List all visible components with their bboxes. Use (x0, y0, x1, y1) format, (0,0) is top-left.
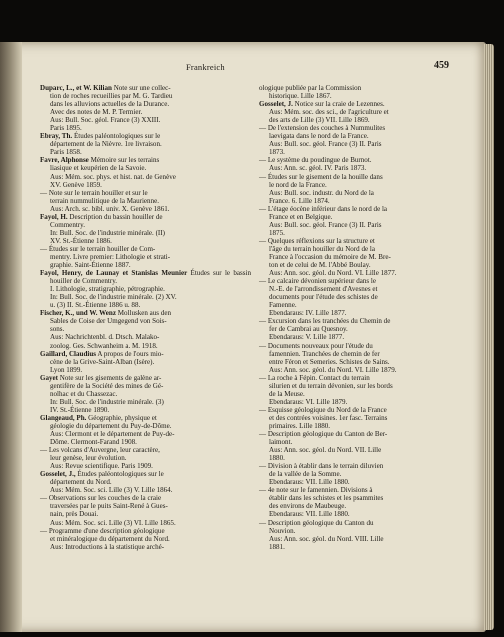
bibliography-entry (259, 486, 470, 518)
bibliography-entry (259, 237, 470, 277)
bibliography-entry (259, 374, 470, 406)
bibliography-entry (40, 374, 251, 414)
bibliography-entry (40, 245, 251, 269)
entry-line: et des contrées voisines. 1er fasc. Terrains (269, 413, 388, 422)
entry-line: Nouvion. (269, 526, 296, 535)
entry-line: terrain nummulitique de la Maurienne. (50, 196, 159, 205)
left-column (40, 84, 251, 551)
entry-line: 1881. (269, 542, 285, 551)
bibliography-entry (40, 269, 251, 309)
entry-line: Paris 1895. (50, 124, 82, 133)
entry-line: cène de la Grive-Saint-Alban (Isère). (50, 357, 155, 366)
entry-line: A propos de l'ours mio- (97, 349, 164, 358)
author-name: Glangeaud, Ph. (40, 413, 87, 422)
entry-line: Aus: Ann. sc. géol. IV. Paris 1873. (269, 164, 367, 173)
repeat-author-dash: — (259, 430, 267, 439)
bibliography-entry (40, 414, 251, 446)
entry-line: u. (3) II. St.-Étienne 1886 u. 88. (50, 301, 141, 310)
repeat-author-dash: — (40, 188, 48, 197)
entry-line: de la vallée de la Somme. (269, 470, 342, 479)
repeat-author-dash: — (40, 494, 48, 503)
entry-line: Aus: Revue scientifique. Paris 1909. (50, 462, 153, 471)
repeat-author-dash: — (259, 277, 267, 286)
entry-line: établir dans les schistes et les psammites (269, 494, 384, 503)
bibliography-entry (259, 156, 470, 172)
entry-line: Aus: Mém. soc. phys. et hist. nat. de Genève (50, 172, 176, 181)
author-name: Gosselet, J. (259, 100, 293, 109)
entry-line: Description géologique du Canton du (267, 518, 374, 527)
entry-line: documents pour l'étude des schistes de (269, 293, 378, 302)
entry-line: graphie. Saint-Étienne 1887. (50, 261, 131, 270)
entry-line: et minéralogique du département du Nord. (50, 534, 170, 543)
entry-line: silurien et du terrain dévonien, sur les bords (269, 381, 393, 390)
repeat-author-dash: — (259, 518, 267, 527)
entry-line: l'âge du terrain houiller du Nord de la (269, 244, 375, 253)
author-name: Fischer, K., und W. Wenz (40, 309, 116, 318)
repeat-author-dash: — (259, 317, 267, 326)
entry-line: leur genèse, leur évolution. (50, 454, 127, 463)
entry-line: 4e note sur le famennien. Divisions à (267, 486, 373, 495)
entry-line: Excursion dans les tranchées du Chemin de (267, 317, 391, 326)
bibliography-entry (40, 527, 251, 551)
entry-line: Les volcans d'Auvergne, leur caractère, (48, 446, 160, 455)
entry-line: Lyon 1899. (50, 365, 83, 374)
bibliography-entry (259, 462, 470, 486)
bibliography-entry (259, 519, 470, 551)
entry-line: I. Lithologie, stratigraphie, pétrographie. (50, 285, 165, 294)
entry-line: Ebendaraus: VII. Lille 1880. (269, 478, 350, 487)
entry-line: Aus: Bull. soc. géol. France (3) II. Paris (269, 220, 382, 229)
entry-line: Commentry. (50, 220, 85, 229)
author-name: Gayet (40, 373, 59, 382)
entry-line: Le calcaire dévonien supérieur dans le (267, 277, 377, 286)
entry-line: IV. St.-Étienne 1890. (50, 405, 110, 414)
entry-line: Ebendaraus: VII. Lille 1880. (269, 510, 350, 519)
entry-line: France à l'occasion du mémoire de M. Bre- (269, 252, 391, 261)
entry-line: Note sur le terrain houiller et sur le (48, 188, 148, 197)
repeat-author-dash: — (40, 446, 48, 455)
entry-line: primaires. Lille 1880. (269, 421, 331, 430)
entry-line: Division à établir dans le terrain diluvien (267, 462, 384, 471)
bibliography-entry (40, 446, 251, 470)
entry-line: Sables de Coise der Umgegend von Sois- (50, 317, 167, 326)
bibliography-entry (259, 100, 470, 124)
entry-line: Aus: Bull. soc. géol. France (3) II. Paris (269, 140, 382, 149)
bibliography-entry (259, 124, 470, 156)
entry-line: géologie du département du Puy-de-Dôme. (50, 421, 172, 430)
entry-line: Mémoire sur les terrains (90, 156, 160, 165)
bibliography-entry (259, 205, 470, 237)
bibliography-entry (259, 342, 470, 374)
entry-line: Description du bassin houiller de (69, 212, 163, 221)
entry-line: Aus: Mém. Soc. sci. Lille (3) VI. Lille 1865. (50, 518, 176, 527)
bibliography-entry (40, 470, 251, 494)
entry-line: Paris 1858. (50, 148, 82, 157)
entry-line: de la Meuse. (269, 389, 305, 398)
author-name: Gosselet, J., (40, 470, 76, 479)
entry-line: Aus: Ann. soc. géol. du Nord. VII. Lille (269, 446, 382, 455)
entry-line: le nord de la France. (269, 180, 327, 189)
entry-line: liasique et keupérien de la Savoie. (50, 164, 147, 173)
entry-line: département du Nord. (50, 478, 112, 487)
entry-line: Études sur le gisement de la houille dans (267, 172, 383, 181)
entry-line: Études paléontologiques sur le (73, 132, 161, 141)
bibliography-entry (40, 350, 251, 374)
entry-line: De l'extension des couches à Nummulites (267, 124, 386, 133)
entry-line: ton et de celui de M. l'Abbé Boulay. (269, 261, 371, 270)
bibliography-entry (259, 277, 470, 317)
entry-line: zoolog. Ges. Schwanheim a. M. 1918. (50, 341, 158, 350)
running-header (0, 60, 504, 74)
entry-line: Observations sur les couches de la craie (48, 494, 162, 503)
bibliography-entry (40, 84, 251, 132)
author-name: Fayol, H. (40, 212, 68, 221)
entry-line: 1875. (269, 228, 285, 237)
repeat-author-dash: — (259, 124, 267, 133)
bibliography-entry (40, 156, 251, 188)
entry-line: Aus: Mém. Soc. sci. Lille (3) V. Lille 1864. (50, 486, 173, 495)
entry-line: La roche à Fépin. Contact du terrain (267, 373, 370, 382)
entry-line: Aus: Clermont et le département de Puy-de- (50, 430, 175, 439)
bibliography-entry (259, 406, 470, 430)
entry-line: Aus: Bull. soc. industr. du Nord de la (269, 188, 374, 197)
entry-line: France. 6. Lille 1874. (269, 196, 330, 205)
entry-line: Aus: Nachrichtenbl. d. Dtsch. Malako- (50, 333, 160, 342)
entry-line: Aus: Arch. sc. bibl. univ. X. Genève 1861. (50, 204, 170, 213)
right-column (259, 84, 470, 551)
entry-line: N.-E. de l'arrondissement d'Avesnes et (269, 285, 378, 294)
entry-line: Ebendaraus: IV. Lille 1877. (269, 309, 347, 318)
running-title: Frankreich (186, 62, 225, 72)
entry-line: nain, près Douai. (50, 510, 99, 519)
entry-line: Description géologique du Canton de Ber- (267, 430, 388, 439)
entry-line: Quelques réflexions sur la structure et (267, 236, 375, 245)
repeat-author-dash: — (259, 373, 267, 382)
bibliography-entry (40, 213, 251, 245)
author-name: Duparc, L., et W. Kilian (40, 84, 112, 92)
entry-line: France et en Belgique. (269, 212, 333, 221)
entry-line: Aus: Bull. Soc. géol. France (3) XXIII. (50, 116, 161, 125)
entry-line: Programme d'une description géologique (48, 526, 165, 535)
entry-line: nolhac et du Chassezac. (50, 389, 118, 398)
entry-line: Aus: Mém. soc. des sci., de l'agriculture et (269, 108, 389, 117)
entry-line: Note sur une collec- (113, 84, 171, 92)
entry-line: Aus: Ann. soc. géol. du Nord. VI. Lille 1877. (269, 269, 397, 278)
entry-line: Avec des notes de M. P. Termier. (50, 108, 143, 117)
repeat-author-dash: — (259, 486, 267, 495)
repeat-author-dash: — (259, 236, 267, 245)
page-block-edge (484, 44, 494, 630)
entry-line: ologique publiée par la Commission (259, 84, 362, 92)
entry-line: 1880. (269, 454, 285, 463)
entry-line: traversées par le puits Saint-René à Gues- (50, 502, 168, 511)
entry-line: XV. Genève 1859. (50, 180, 102, 189)
entry-line: 1873. (269, 148, 285, 157)
entry-line: Mollusken aus den (117, 309, 171, 318)
entry-line: dans les alluvions actuelles de la Durance. (50, 100, 170, 109)
entry-line: Note sur les gisements de galène ar- (59, 373, 162, 382)
entry-line: In: Bull. Soc. de l'industrie minérale. (2) XV. (50, 293, 177, 302)
entry-line: des arts de Lille (3) VII. Lille 1869. (269, 116, 370, 125)
entry-line: Géographie, physique et (88, 413, 157, 422)
entry-line: gentifère de la Société des mines de Gé- (50, 381, 164, 390)
entry-line: Aus: Ann. soc. géol. du Nord. VIII. Lille (269, 534, 384, 543)
repeat-author-dash: — (259, 462, 267, 471)
entry-line: Dôme. Clermont-Farand 1908. (50, 438, 137, 447)
entry-line: L'étage éocène inférieur dans le nord de la (267, 204, 388, 213)
entry-line: fer de Cambrai au Quesnoy. (269, 325, 348, 334)
author-name: Ebray, Th. (40, 132, 73, 141)
entry-line: des environs de Maubeuge. (269, 502, 347, 511)
bibliography-entry (40, 132, 251, 156)
previous-page-edge (0, 42, 22, 632)
bibliography-entry (259, 84, 470, 100)
entry-line: laimont. (269, 438, 293, 447)
bibliography-entry (40, 189, 251, 213)
repeat-author-dash: — (259, 405, 267, 414)
entry-line: famennien. Tranchées de chemin de fer (269, 349, 380, 358)
entry-line: Documents nouveaux pour l'étude du (267, 341, 373, 350)
repeat-author-dash: — (259, 172, 267, 181)
entry-line: Le système du poudingue de Burnot. (267, 156, 372, 165)
entry-line: tion de roches recueillies par M. G. Tardieu (50, 92, 173, 101)
entry-line: Aus: Introductions à la statistique arché- (50, 542, 165, 551)
repeat-author-dash: — (259, 156, 267, 165)
entry-line: In: Bull. Soc. de l'industrie minérale. (3) (50, 397, 164, 406)
entry-line: Notice sur la craie de Lezennes. (294, 100, 385, 109)
entry-line: Études paléontologiques sur le (77, 470, 164, 479)
bibliography-entry (259, 430, 470, 462)
author-name: Gaillard, Claudius (40, 349, 97, 358)
repeat-author-dash: — (40, 244, 48, 253)
bibliography-entry (259, 173, 470, 205)
entry-line: Esquisse géologique du Nord de la France (267, 405, 387, 414)
entry-line: Études sur le terrain houiller de Com- (48, 244, 156, 253)
entry-line: département de la Nièvre. 1re livraison. (50, 140, 162, 149)
bibliography-entry (259, 317, 470, 341)
entry-line: Études sur le bassin houiller de Commentry. (50, 269, 252, 286)
entry-line: historique. Lille 1867. (269, 92, 332, 101)
entry-line: laevigata dans le nord de la France. (269, 132, 369, 141)
author-name: Favre, Alphonse (40, 156, 89, 165)
bibliography-entry (40, 494, 251, 526)
entry-line: entre Féron et Semeries. Schistes de Sains. (269, 357, 390, 366)
author-name: Fayol, Henry, de Launay et Stanislas Meunier (40, 269, 188, 278)
entry-line: In: Bull. Soc. de l'industrie minérale. (II) (50, 228, 165, 237)
page-number: 459 (434, 60, 449, 71)
entry-line: Famenne. (269, 301, 297, 310)
bibliography-entry (40, 309, 251, 349)
repeat-author-dash: — (40, 526, 48, 535)
entry-line: XV. St.-Étienne 1886. (50, 236, 112, 245)
repeat-author-dash: — (259, 204, 267, 213)
entry-line: Ebendaraus: VI. Lille 1879. (269, 397, 348, 406)
entry-line: Aus: Ann. soc. géol. du Nord. VI. Lille 1879. (269, 365, 397, 374)
entry-line: sons. (50, 325, 65, 334)
repeat-author-dash: — (259, 341, 267, 350)
entry-line: mentry. Livre premier: Lithologie et strati- (50, 252, 171, 261)
entry-line: Ebendaraus: V. Lille 1877. (269, 333, 345, 342)
